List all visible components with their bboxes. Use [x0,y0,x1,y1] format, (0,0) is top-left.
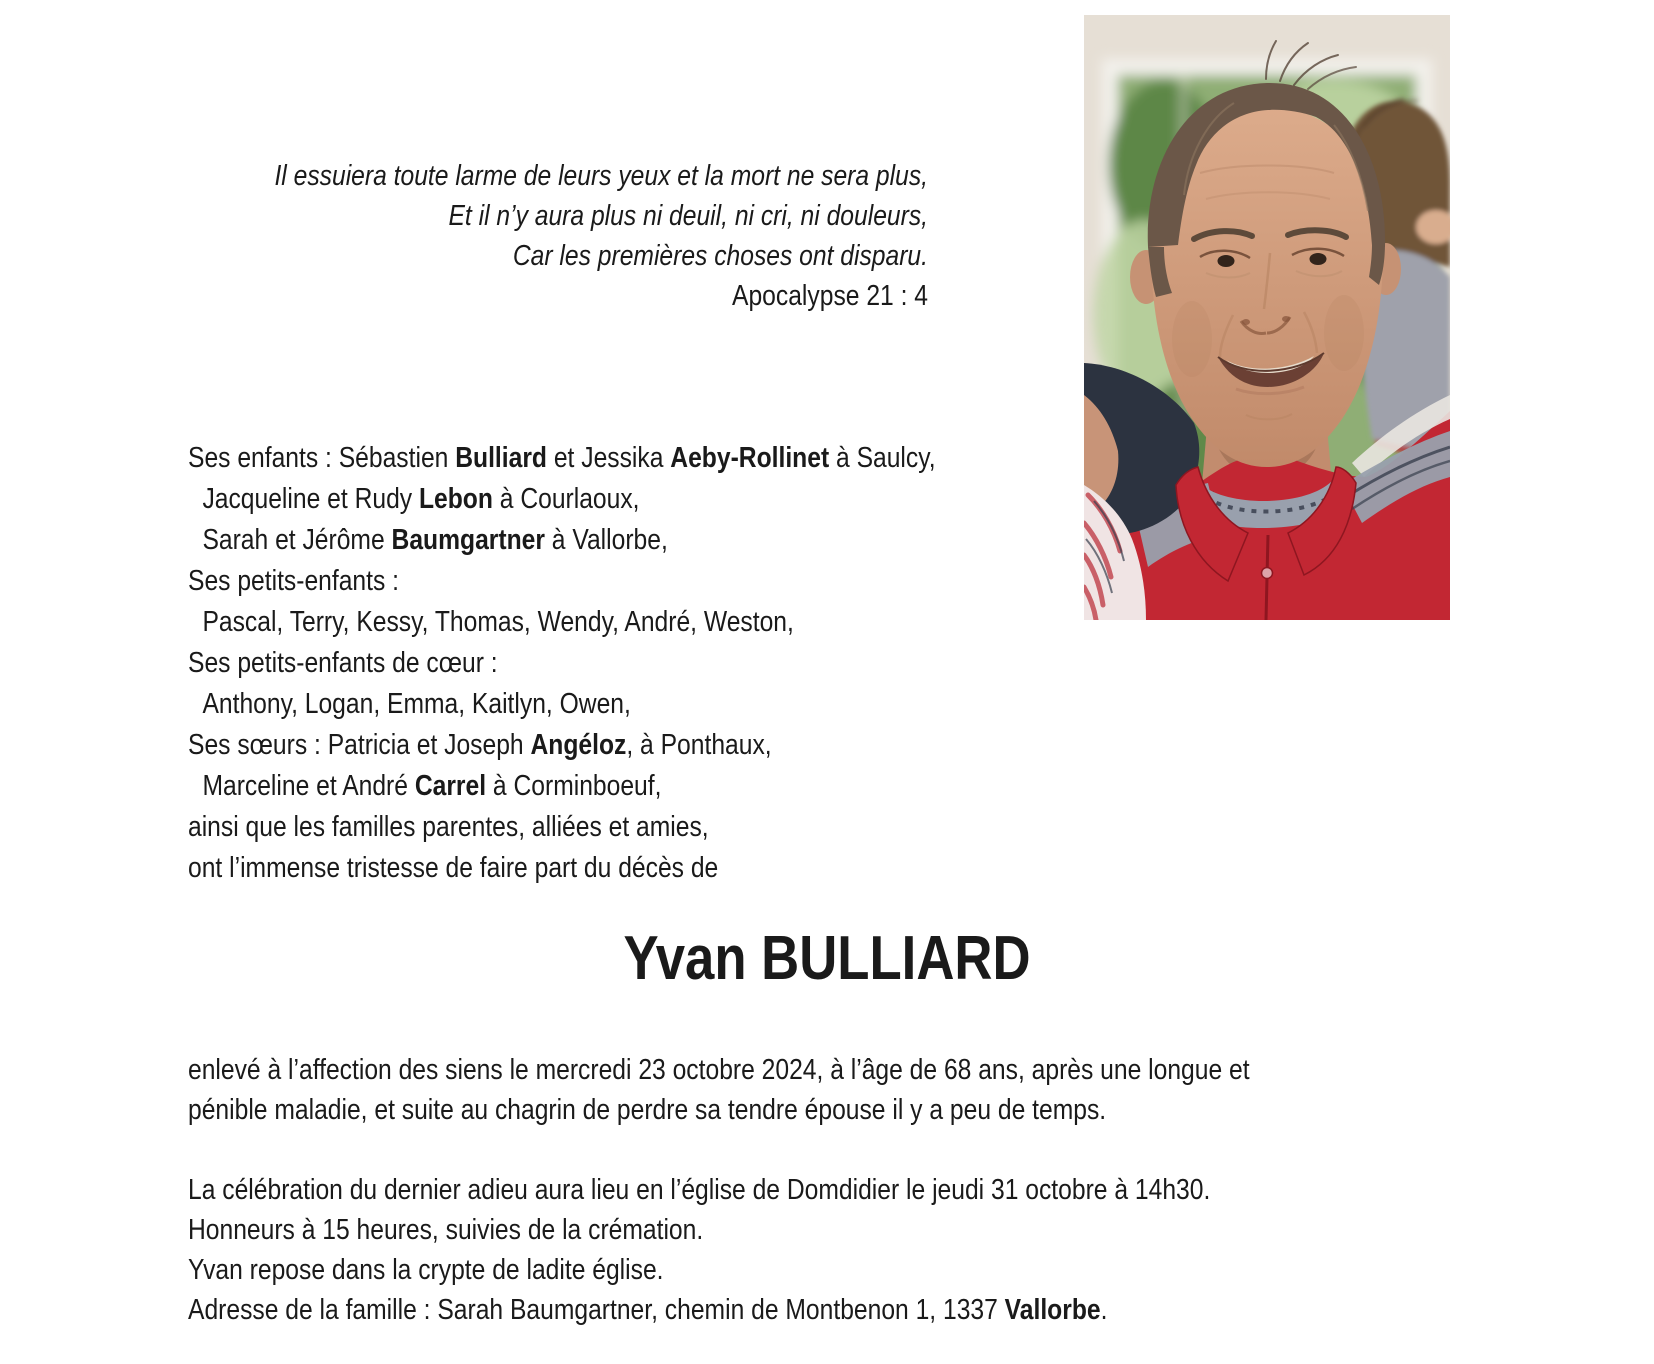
text-segment: Jacqueline et Rudy [202,483,419,515]
bold-text-segment: Aeby-Rollinet [670,442,830,474]
text-line [188,1250,1463,1290]
text-segment: ont l’immense tristesse de faire part du décès de [188,852,719,884]
text-line [188,479,1123,520]
death-notice [188,1050,1463,1330]
text-segment: et Jessika [546,442,671,474]
quote-line: Il essuiera toute larme de leurs yeux et la mort ne sera plus, [274,160,928,192]
notice-paragraph [188,1170,1463,1330]
text-line [188,766,1123,807]
text-line [188,561,1123,602]
text-line [188,1090,1463,1130]
quote-reference: Apocalypse 21 : 4 [732,280,928,312]
text-segment: à Vallorbe, [544,524,668,556]
family-list [188,438,1123,889]
text-segment: Honneurs à 15 heures, suivies de la crémation. [188,1214,704,1246]
text-segment: pénible maladie, et suite au chagrin de perdre sa tendre épouse il y a peu de temps. [188,1094,1107,1126]
bold-text-segment: Angéloz [530,729,627,761]
text-segment: Ses sœurs : Patricia et Joseph [188,729,531,761]
text-segment: Ses petits-enfants : [188,565,400,597]
right-eye [1310,253,1327,265]
text-segment: à Saulcy, [829,442,936,474]
text-line [188,438,1123,479]
text-segment: ainsi que les familles parentes, alliées et amies, [188,811,709,843]
text-segment: Pascal, Terry, Kessy, Thomas, Wendy, André, Weston, [202,606,794,638]
nostril [1242,319,1250,325]
text-segment: Ses enfants : Sébastien [188,442,456,474]
text-line [188,520,1123,561]
text-segment: Adresse de la famille : Sarah Baumgartner, chemin de Montbenon 1, 1337 [188,1294,1005,1326]
text-segment: à Corminboeuf, [486,770,662,802]
text-line [188,1210,1463,1250]
text-segment: Sarah et Jérôme [202,524,392,556]
text-segment: à Courlaoux, [492,483,640,515]
text-line [188,725,1123,766]
text-line [188,643,1123,684]
shirt-button [1262,568,1273,579]
left-eye [1218,255,1235,267]
memorial-photo [1084,15,1450,620]
text-segment: . [1100,1294,1108,1326]
text-segment: Marceline et André [202,770,415,802]
text-segment: Anthony, Logan, Emma, Kaitlyn, Owen, [202,688,631,720]
notice-paragraph [188,1050,1463,1130]
bold-text-segment: Bulliard [455,442,547,474]
bold-text-segment: Lebon [418,483,493,515]
text-line [188,1170,1463,1210]
quote-line: Car les premières choses ont disparu. [512,240,928,272]
cheek-shade [1324,295,1364,371]
text-segment: Yvan repose dans la crypte de ladite église. [188,1254,664,1286]
bold-text-segment: Vallorbe [1004,1294,1101,1326]
text-segment: La célébration du dernier adieu aura lieu en l’église de Domdidier le jeudi 31 octobre à 14h30. [188,1174,1211,1206]
text-line [188,684,1123,725]
text-line [188,848,1123,889]
quote-block [129,156,928,316]
text-segment: enlevé à l’affection des siens le mercredi 23 octobre 2024, à l’âge de 68 ans, après une longue et [188,1054,1250,1086]
nostril [1282,316,1290,322]
quote-line: Et il n’y aura plus ni deuil, ni cri, ni douleurs, [448,200,928,232]
text-segment: , à Ponthaux, [626,729,772,761]
memorial-photo-graphic [1084,15,1450,620]
text-line [188,807,1123,848]
bold-text-segment: Carrel [414,770,487,802]
cheek-shade [1172,301,1212,377]
bold-text-segment: Baumgartner [391,524,545,556]
text-segment: Ses petits-enfants de cœur : [188,647,498,679]
text-line [188,1050,1463,1090]
text-line [188,1290,1463,1330]
text-line [188,602,1123,643]
deceased-name: Yvan BULLIARD [623,924,1031,993]
